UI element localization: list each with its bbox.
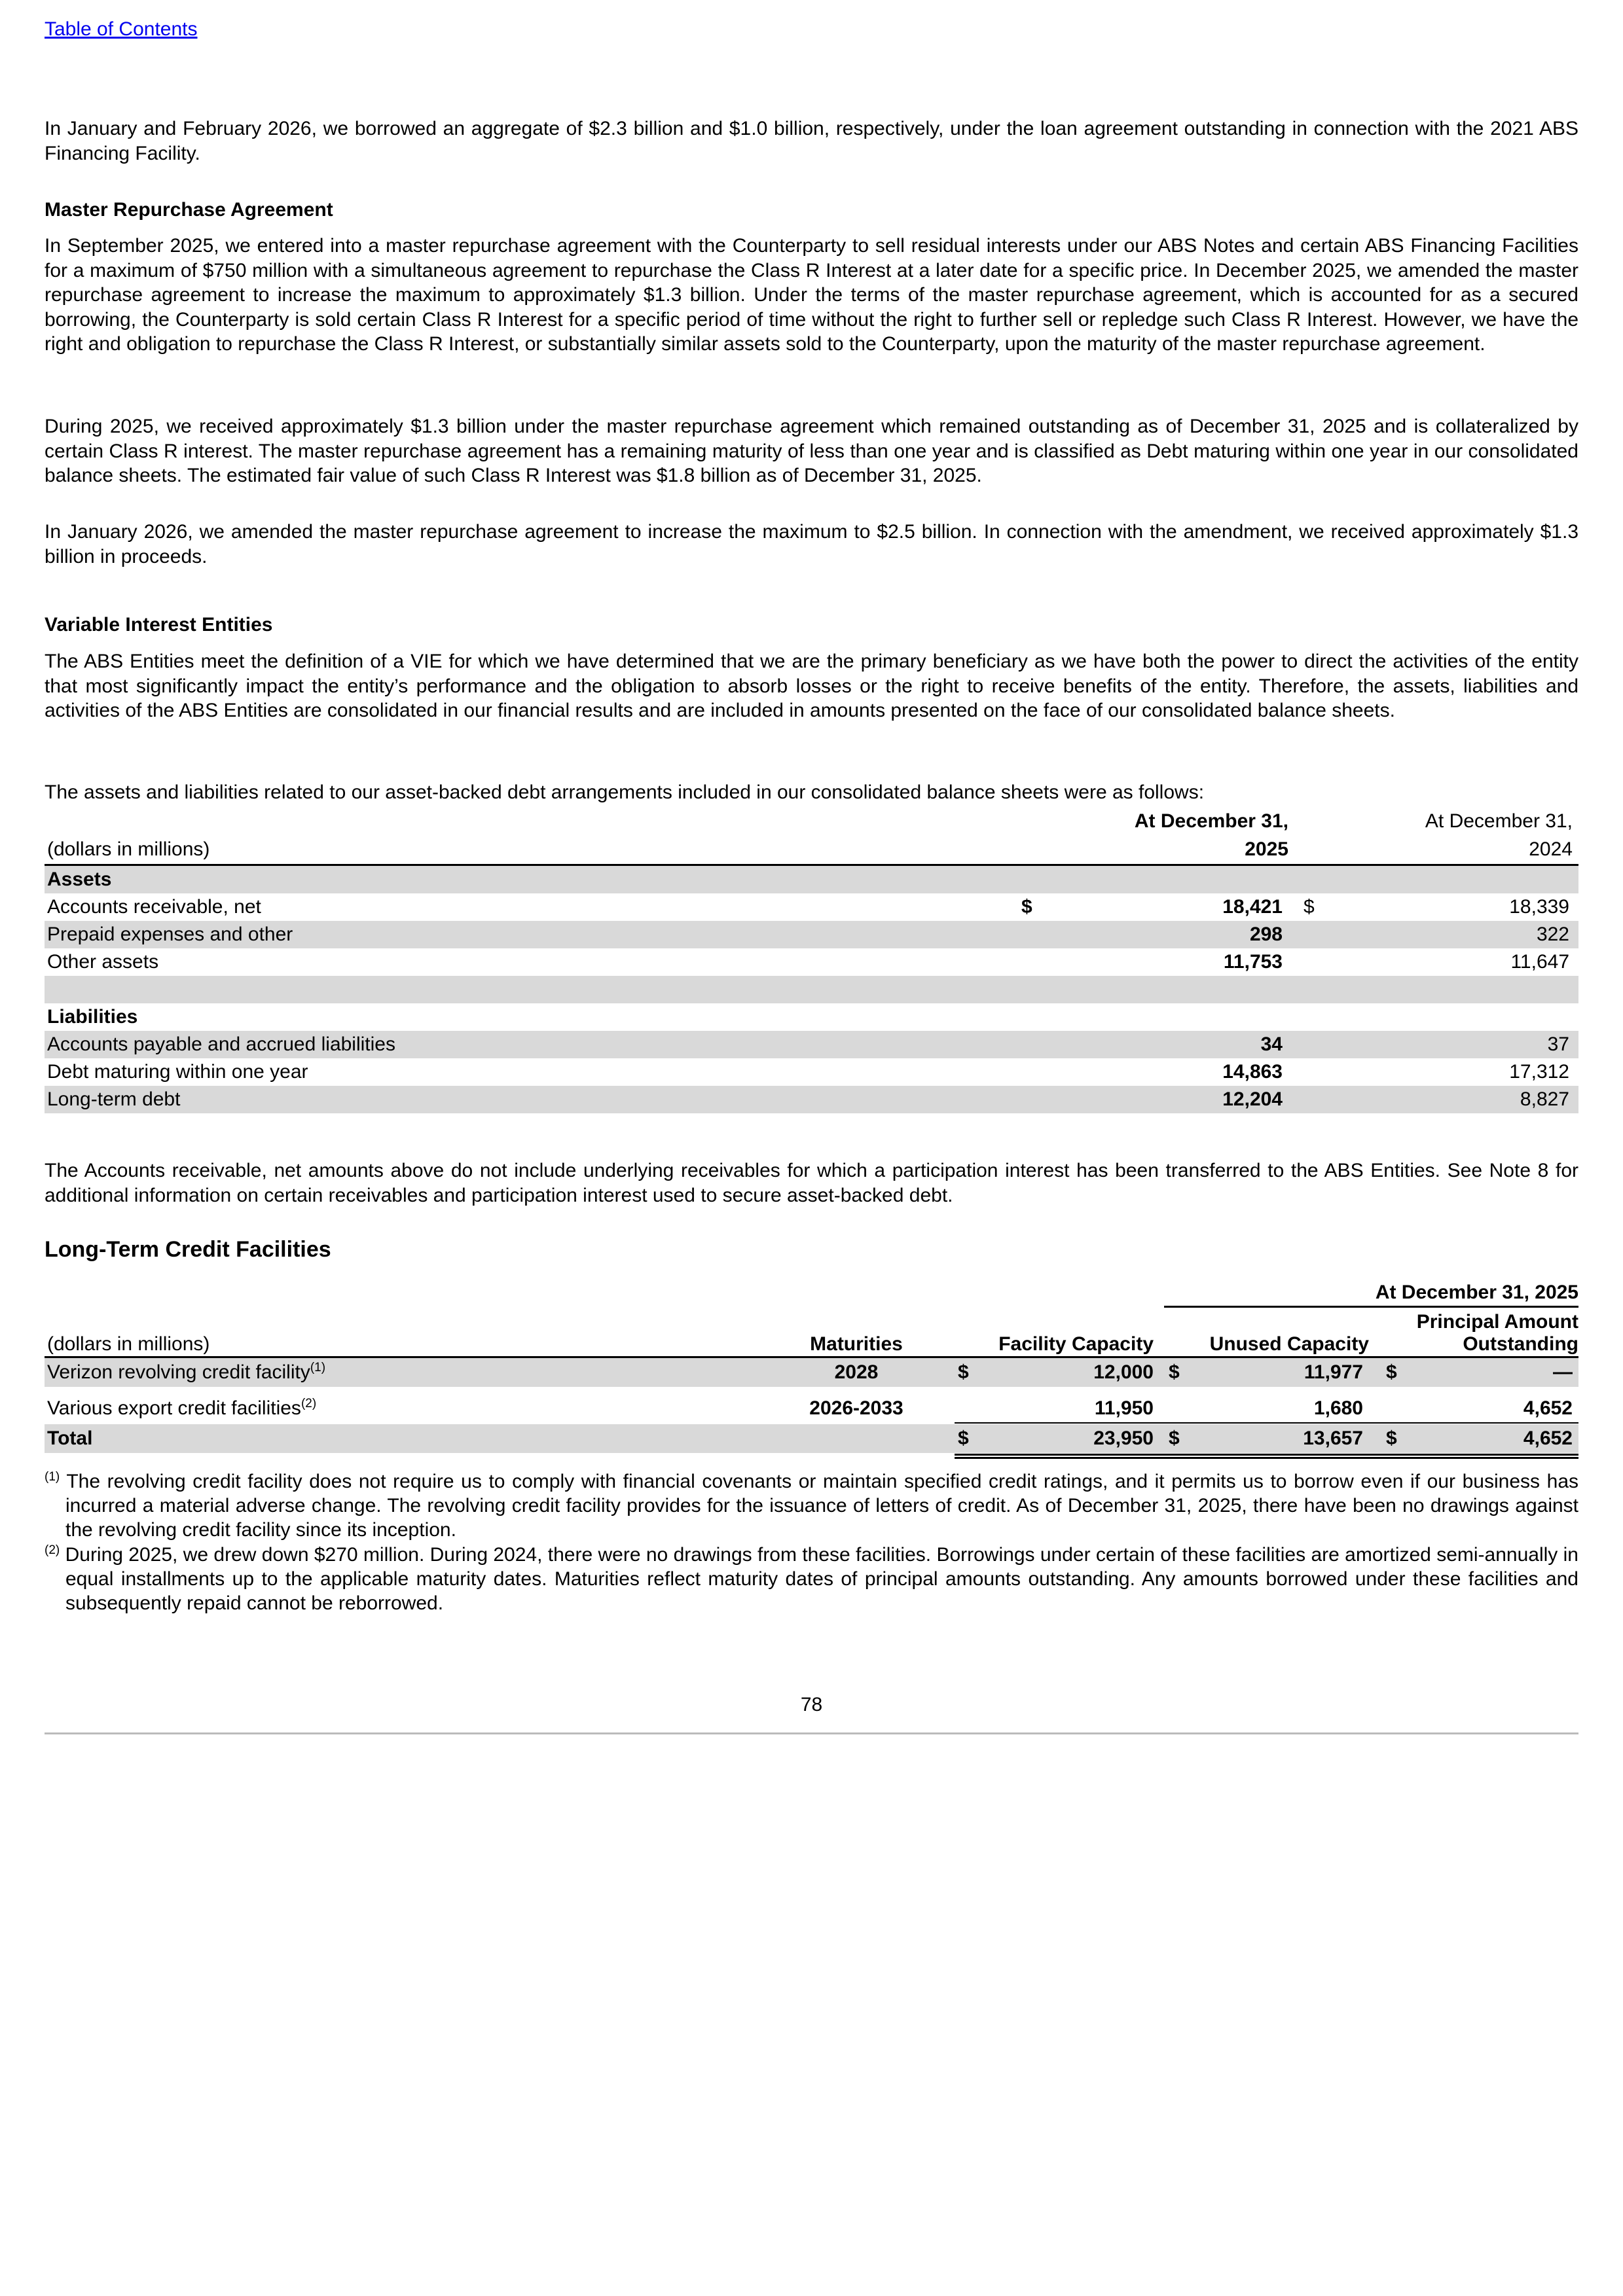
paragraph-table-intro: The assets and liabilities related to our asset-backed debt arrangements included in our consolidated balance sheets were as follows: [45,781,1205,803]
principal-total: 4,652 [1523,1427,1573,1449]
paragraph-vie-description: The ABS Entities meet the definition of a VIE for which we have determined that we are the primary beneficiary as we have both the power to direct the activities of the entity that most significantly impact the entity’s performance and the obligation to absorb losses or the right to receive benefits of the entity. Therefore, the assets, liabilities and activities of the ABS Entities are consolidated in our financial results and are included in amounts presented on the face of our consolidated balance sheets. [45,651,1578,721]
col-header-unused-capacity: Unused Capacity [1209,1333,1369,1355]
facility-capacity-value: 11,950 [1094,1397,1154,1419]
principal-value: 4,652 [1523,1397,1573,1419]
paragraph-abs-borrowing: In January and February 2026, we borrowed an aggregate of $2.3 billion and $1.0 billion, respectively, under the loan agreement outstanding in connection with the 2021 ABS Financing Facility. [45,118,1578,164]
spacer-row [45,976,1578,1003]
total-double-rule-top [955,1454,1578,1456]
footnote-1: $^{(1)}$ The revolving credit facility does not require us to comply with financial covenants or maintain specified credit ratings, and it permits us to borrow even if our business has incurred a material adverse change. The revolving credit facility provides for the issuance of letters of credit. As of December 31, 2025, there have been no drawings against the revolving credit facility since its inception. [45,1470,1579,1541]
paragraph-mra-description: In September 2025, we entered into a master repurchase agreement with the Counterparty to sell residual interests under our ABS Notes and certain ABS Financing Facilities for a maximum of $750 million with a simultaneous agreement to repurchase the Class R Interest at a later date for a specific price. In December 2025, we amended the master repurchase agreement to increase the maximum to approximately $1.3 billion. Under the terms of the master repurchase agreement, which is accounted for as a secured borrowing, the Counterparty is sold certain Class R Interest for a specific period of time without the right to further sell or repledge such Class R Interest. However, we have the right and obligation to repurchase the Class R Interest, or substantially similar assets sold to the Counterparty, upon the maturity of the master repurchase agreement. [45,235,1578,355]
value-2024: 37 [1547,1033,1569,1055]
table-row [45,1058,1578,1086]
currency-symbol: $ [958,1427,969,1449]
row-label: Various export credit facilities$^{(2)}$ [47,1397,317,1419]
subtotal-rule [955,1422,1578,1424]
principal-value: — [1553,1361,1573,1383]
section-row-assets [45,866,1578,893]
value-2025: 11,753 [1223,951,1283,973]
value-2025: 34 [1260,1033,1283,1055]
row-label: Debt maturing within one year [47,1061,308,1083]
total-double-rule-bottom [955,1457,1578,1459]
row-label: Accounts receivable, net [47,896,261,918]
value-2025: 298 [1249,924,1283,945]
table-row [45,921,1578,948]
row-label: Assets [47,869,112,890]
col-header-maturities: Maturities [810,1333,903,1355]
footnote-2: $^{(2)}$ During 2025, we drew down $270 million. During 2024, there were no drawings from these facilities. Borrowings under certain of these facilities are amortized semi-annually in equal installments up to the applicable maturity dates. Maturities reflect maturity dates of principal amounts outstanding. Any amounts borrowed under these facilities and subsequently repaid cannot be reborrowed. [45,1543,1578,1614]
facility-capacity-total: 23,950 [1093,1427,1154,1449]
row-label: Long-term debt [47,1088,181,1110]
currency-symbol: $ [1169,1361,1180,1383]
currency-symbol: $ [1386,1361,1397,1383]
row-label: Other assets [47,951,159,973]
paragraph-mra-amendment: In January 2026, we amended the master repurchase agreement to increase the maximum to $2.5 billion. In connection with the amendment, we received approximately $1.3 billion in proceeds. [45,521,1578,567]
value-2025: 14,863 [1222,1061,1283,1083]
table-row [45,1031,1578,1058]
col-header-principal-line1: Principal Amount [1416,1311,1578,1333]
section-title-credit-facilities: Long-Term Credit Facilities [45,1237,331,1262]
table-row [45,893,1578,921]
unused-capacity-total: 13,657 [1303,1427,1363,1449]
maturities-value: 2028 [834,1361,879,1383]
table-row [45,1358,1578,1387]
units-label: (dollars in millions) [47,838,210,860]
heading-vie: Variable Interest Entities [45,614,273,636]
currency-symbol: $ [1304,896,1315,918]
row-label: Total [47,1427,93,1449]
total-row [45,1424,1578,1453]
unused-capacity-value: 1,680 [1313,1397,1363,1419]
row-label: Accounts payable and accrued liabilities [47,1033,395,1055]
col-header-2024-line2: 2024 [1529,838,1573,860]
value-2025: 12,204 [1222,1088,1283,1110]
currency-symbol: $ [1021,896,1032,918]
value-2024: 18,339 [1509,896,1569,918]
group-header: At December 31, 2025 [1375,1282,1578,1303]
row-label: Prepaid expenses and other [47,924,293,945]
value-2024: 322 [1536,924,1569,945]
table-of-contents-link[interactable]: Table of Contents [45,18,198,40]
currency-symbol: $ [1169,1427,1180,1449]
value-2024: 11,647 [1510,951,1569,973]
col-header-2025-line2: 2025 [1245,838,1288,860]
value-2024: 8,827 [1520,1088,1569,1110]
footer-rule [45,1732,1578,1734]
paragraph-receivables-note: The Accounts receivable, net amounts above do not include underlying receivables for which a participation interest has been transferred to the ABS Entities. See Note 8 for additional information on certain receivables and participation interest used to secure asset-backed debt. [45,1160,1578,1206]
row-label: Liabilities [47,1006,138,1028]
value-2024: 17,312 [1509,1061,1569,1083]
col-header-2025-line1: At December 31, [1134,810,1288,832]
row-label: Verizon revolving credit facility$^{(1)}$ [47,1361,326,1383]
col-header-2024-line1: At December 31, [1425,810,1573,832]
table-row [45,1086,1578,1113]
table-row [45,948,1578,976]
group-header-rule [1164,1306,1578,1308]
table-row [45,1394,1578,1423]
currency-symbol: $ [958,1361,969,1383]
heading-master-repurchase: Master Repurchase Agreement [45,199,333,221]
paragraph-mra-2025: During 2025, we received approximately $1.3 billion under the master repurchase agreement which remained outstanding as of December 31, 2025 and is collateralized by certain Class R interest. The master repurchase agreement has a remaining maturity of less than one year and is classified as Debt maturing within one year in our consolidated balance sheets. The estimated fair value of such Class R Interest was $1.8 billion as of December 31, 2025. [45,416,1578,486]
col-header-principal-line2: Outstanding [1463,1333,1578,1355]
value-2025: 18,421 [1222,896,1283,918]
maturities-value: 2026-2033 [809,1397,903,1419]
page-number: 78 [800,1694,823,1715]
units-label: (dollars in millions) [47,1333,210,1355]
col-header-facility-capacity: Facility Capacity [998,1333,1154,1355]
unused-capacity-value: 11,977 [1304,1361,1363,1383]
section-row-liabilities [45,1003,1578,1031]
currency-symbol: $ [1386,1427,1397,1449]
facility-capacity-value: 12,000 [1093,1361,1154,1383]
